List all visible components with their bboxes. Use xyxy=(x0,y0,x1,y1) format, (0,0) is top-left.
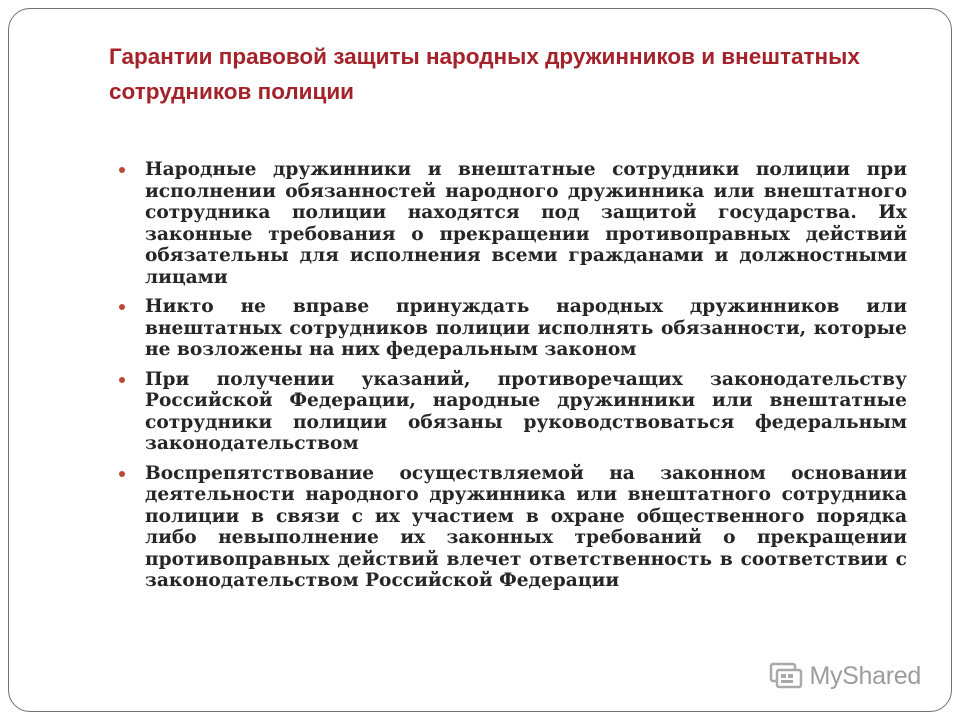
bullet-item xyxy=(117,159,907,288)
myshared-watermark xyxy=(769,661,921,691)
slide xyxy=(8,8,952,712)
bullet-list xyxy=(117,159,907,600)
bullet-text: При получении указаний, противоречащих законодательству Российской Федерации, народные дружинники или внештатные сотрудники полиции обязаны руководствоваться федеральным законодательством xyxy=(145,368,907,454)
myshared-logo-icon xyxy=(769,661,803,691)
bullet-item xyxy=(117,369,907,455)
bullet-text: Никто не вправе принуждать народных дружинников или внештатных сотрудников полиции исполнять обязанности, которые не возложены на них федеральным законом xyxy=(145,296,907,360)
bullet-text: Народные дружинники и внештатные сотрудники полиции при исполнении обязанностей народного дружинника или внештатного сотрудника полиции находятся под защитой государства. Их законные требования о прекращении противоправных действий обязательны для исполнения всеми гражданами и должностными лицами xyxy=(145,159,907,288)
slide-title: Гарантии правовой защиты народных дружинников и внештатных сотрудников полиции xyxy=(109,44,860,104)
bullet-dot-icon xyxy=(119,471,125,477)
bullet-item xyxy=(117,296,907,361)
bullet-dot-icon xyxy=(119,167,125,173)
bullet-dot-icon xyxy=(119,304,125,310)
bullet-item xyxy=(117,463,907,592)
watermark-text: MyShared xyxy=(809,661,921,690)
bullet-text: Воспрепятствование осуществляемой на законном основании деятельности народного дружинника или внештатного сотрудника полиции в связи с их участием в охране общественного порядка либо невыполнение их законных требований о прекращении противоправных действий влечет ответственность в соответствии с законодательством Российской Федерации xyxy=(145,462,907,591)
bullet-dot-icon xyxy=(119,377,125,383)
